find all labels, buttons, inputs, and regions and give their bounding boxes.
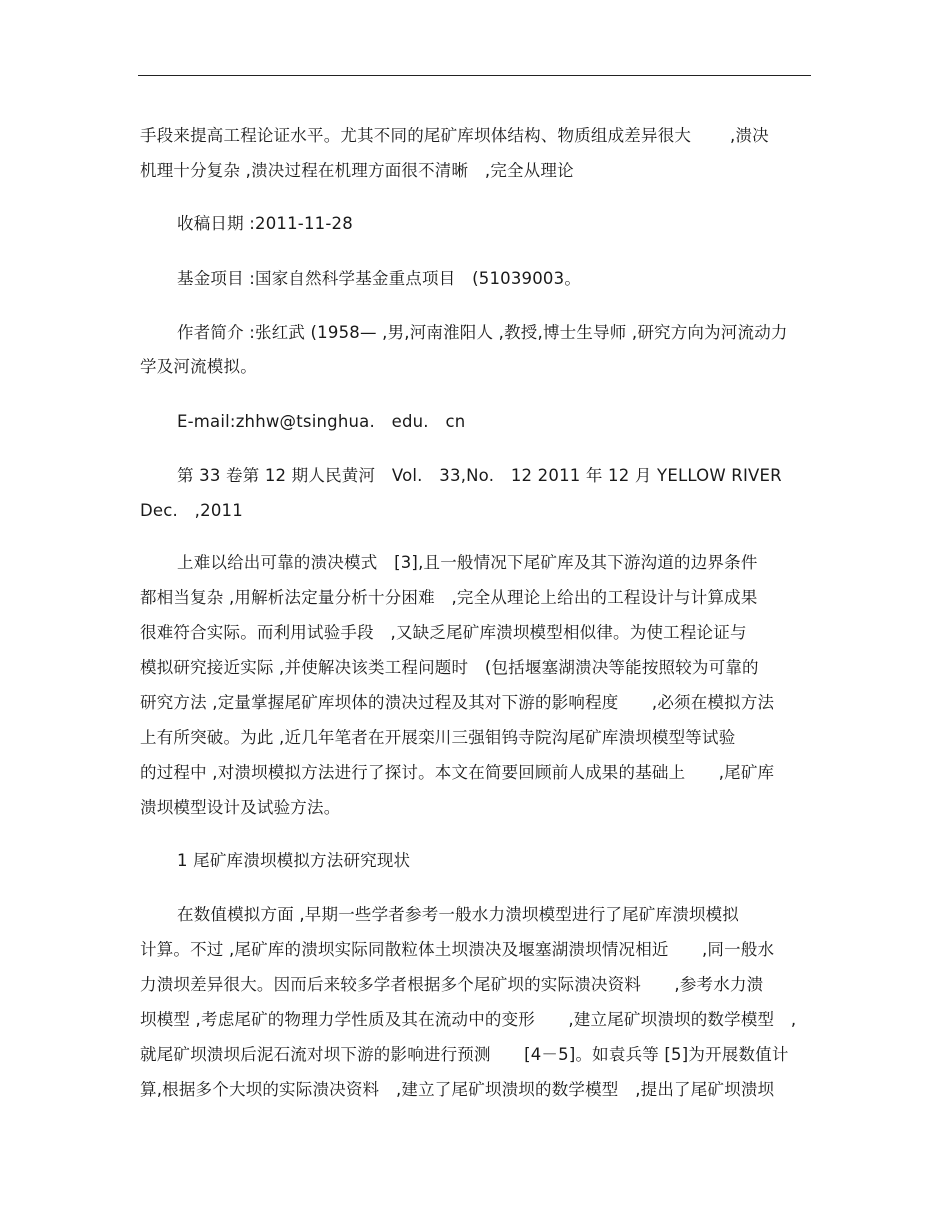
header-rule — [138, 75, 811, 76]
text-line: 模拟研究接近实际 ,并使解决该类工程问题时 (包括堰塞湖溃决等能按照较为可靠的 — [140, 658, 759, 677]
text-line: 就尾矿坝溃坝后泥石流对坝下游的影响进行预测 [4－5]。如袁兵等 [5]为开展数值计 — [140, 1045, 789, 1064]
journal-info: 第 33 卷第 12 期人民黄河 Vol. 33,No. 12 2011 年 12 月 YELLOW RIVER — [177, 466, 782, 485]
author-bio: 作者简介 :张红武 (1958— ,男,河南淮阳人 ,教授,博士生导师 ,研究方向为河流动力 — [177, 323, 788, 342]
text-line: 坝模型 ,考虑尾矿的物理力学性质及其在流动中的变形 ,建立尾矿坝溃坝的数学模型 , — [140, 1010, 797, 1029]
author-bio-cont: 学及河流模拟。 — [140, 357, 257, 376]
received-date: 收稿日期 :2011-11-28 — [177, 214, 353, 233]
journal-info-cont: Dec. ,2011 — [140, 501, 243, 520]
section-heading: 1 尾矿库溃坝模拟方法研究现状 — [177, 851, 411, 870]
author-email: E-mail:zhhw@tsinghua. edu. cn — [177, 412, 466, 431]
text-line: 在数值模拟方面 ,早期一些学者参考一般水力溃坝模型进行了尾矿库溃坝模拟 — [177, 905, 739, 924]
text-line: 研究方法 ,定量掌握尾矿库坝体的溃决过程及其对下游的影响程度 ,必须在模拟方法 — [140, 693, 775, 712]
text-line: 很难符合实际。而利用试验手段 ,又缺乏尾矿库溃坝模型相似律。为使工程论证与 — [140, 623, 747, 642]
text-line: 机理十分复杂 ,溃决过程在机理方面很不清晰 ,完全从理论 — [140, 161, 574, 180]
text-line: 算,根据多个大坝的实际溃决资料 ,建立了尾矿坝溃坝的数学模型 ,提出了尾矿坝溃坝 — [140, 1080, 775, 1099]
text-line: 手段来提高工程论证水平。尤其不同的尾矿库坝体结构、物质组成差异很大 ,溃决 — [140, 126, 769, 145]
text-line: 上难以给出可靠的溃决模式 [3],且一般情况下尾矿库及其下游沟道的边界条件 — [177, 553, 758, 572]
text-line: 都相当复杂 ,用解析法定量分析十分困难 ,完全从理论上给出的工程设计与计算成果 — [140, 588, 758, 607]
text-line: 溃坝模型设计及试验方法。 — [140, 798, 341, 817]
text-line: 力溃坝差异很大。因而后来较多学者根据多个尾矿坝的实际溃决资料 ,参考水力溃 — [140, 975, 764, 994]
text-line: 计算。不过 ,尾矿库的溃坝实际同散粒体土坝溃决及堰塞湖溃坝情况相近 ,同一般水 — [140, 940, 775, 959]
fund-project: 基金项目 :国家自然科学基金重点项目 (51039003。 — [177, 269, 582, 288]
text-line: 上有所突破。为此 ,近几年笔者在开展栾川三强钼钨寺院沟尾矿库溃坝模型等试验 — [140, 728, 736, 747]
text-line: 的过程中 ,对溃坝模拟方法进行了探讨。本文在简要回顾前人成果的基础上 ,尾矿库 — [140, 763, 775, 782]
